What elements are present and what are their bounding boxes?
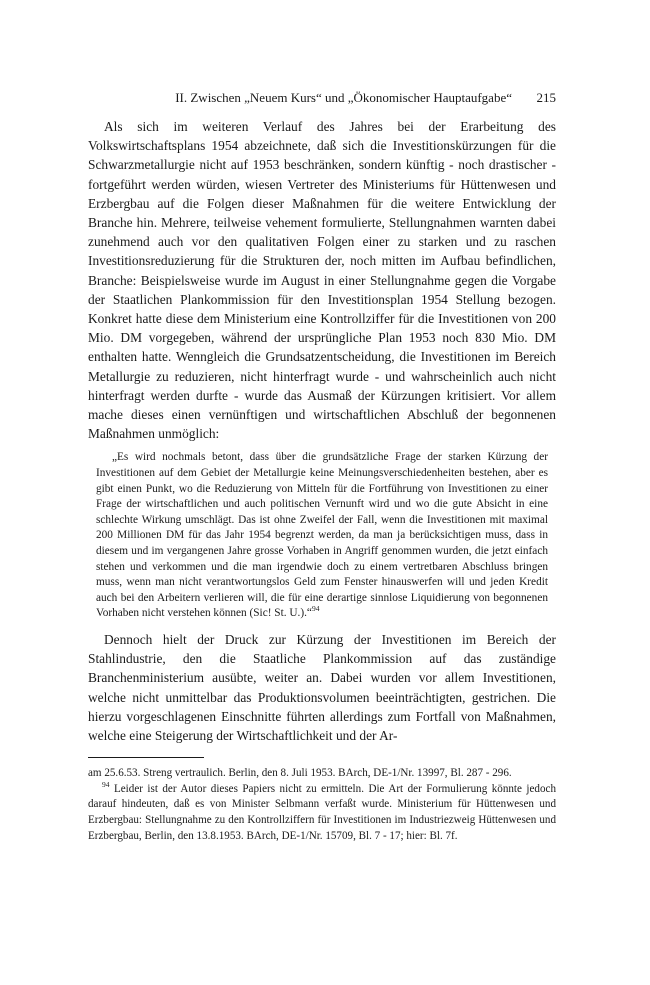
main-text bbox=[88, 117, 556, 745]
footnote-94-number: 94 bbox=[102, 779, 110, 789]
book-page bbox=[88, 88, 556, 844]
footnote-continuation: am 25.6.53. Streng vertraulich. Berlin, den 8. Juli 1953. BArch, DE-1/Nr. 13997, Bl. 287 - 296. bbox=[88, 767, 512, 780]
footnotes bbox=[88, 766, 556, 844]
page-number: 215 bbox=[536, 90, 556, 105]
block-quote-text bbox=[96, 450, 548, 622]
running-head bbox=[88, 88, 556, 108]
running-head-title: II. Zwischen „Neuem Kurs“ und „Ökonomischer Hauptaufgabe“ bbox=[175, 90, 512, 105]
footnote-94 bbox=[88, 779, 556, 844]
block-quote bbox=[96, 450, 548, 622]
paragraph-2: Dennoch hielt der Druck zur Kürzung der Investitionen im Bereich der Stahlindustrie, den die Staatliche Plankommission auf das zuständige Branchenministerium ausübte, weiter an. Dabei wurden vor allem Investitionen, welche nicht unmittelbar das Produktionsvolumen beeinträchtigten, gestrichen. Die hierzu vorgeschlagenen Einschnitte führten allerdings zum Fortfall von Maßnahmen, welche eine Steigerung der Wirtschaftlichkeit und der Ar- bbox=[88, 631, 556, 743]
footnote-ref-94: 94 bbox=[311, 604, 320, 614]
footnote-94-text: Leider ist der Autor dieses Papiers nicht zu ermitteln. Die Art der Formulierung könnte jedoch darauf hindeuten, daß es von Minister Selbmann verfaßt wurde. Ministerium für Hüttenwesen und Erzbergbau: Stellungnahme zu den Kontrollziffern für Investitionen im Industriezweig Hüttenwesen und Erzbergbau, Berlin, den 13.8.1953. BArch, DE-1/Nr. 15709, Bl. 7 - 17; hier: Bl. 7f. bbox=[88, 782, 556, 842]
block-quote-body: „Es wird nochmals betont, dass über die grundsätzliche Frage der starken Kürzung der Investitionen auf dem Gebiet der Metallurgie keine Meinungsverschiedenheiten bestehen, aber es gibt einen Punkt, wo die Reduzierung von Mitteln für die Fortführung von Investitionen zu einer Frage der wirtschaftlichen und auch politischen Vernunft wird und wo die gute Absicht in eine schlechte Wirkung umschlägt. Das ist ohne Zweifel der Fall, wenn die Investitionen mit maximal 200 Millionen DM für das Jahr 1954 begrenzt werden, da man ja berücksichtigen muss, dass in diesem und im vergangenen Jahre grosse Vorhaben in Angriff genommen wurden, die jetzt einfach stehen und verkommen und die man irgendwie doch zu einem vertretbaren Abschluss bringen muss, wenn man nicht verantwortungslos Geld zum Fenster hinauswerfen will und jeden Kredit auch bei den Arbeitern verlieren will, die für eine derartige sinnlose Liquidierung von begonnenen Vorhaben nicht verstehen können (Sic! St. U.).“ bbox=[96, 451, 548, 620]
footnote-divider bbox=[88, 757, 204, 758]
paragraph-1: Als sich im weiteren Verlauf des Jahres bei der Erarbeitung des Volkswirtschaftsplans 1954 abzeichnete, daß sich die Investitionskürzungen für die Schwarzmetallurgie nicht auf 1953 beschränken, sondern künftig - noch drastischer - fortgeführt werden würden, wiesen Vertreter des Ministeriums für Hüttenwesen und Erzbergbau auf die Folgen dieser Maßnahmen für die weitere Entwicklung der Branche hin. Mehrere, teilweise vehement formulierte, Stellungnahmen warnten dabei zunehmend auch vor den qualitativen Folgen einer zu starken und zu raschen Investitionsreduzierung für die Strukturen der, noch mitten im Aufbau befindlichen, Branche: Beispielsweise wurde im August in einer Stellungnahme gegen die Vorgabe der Staatlichen Plankommission für den Investitionsplan 1954 Stellung bezogen. Konkret hatte diese dem Ministerium eine Kontrollziffer für die Investitionen von 200 Mio. DM vorgegeben, während der ursprüngliche Plan 1953 noch 830 Mio. DM enthalten hatte. Wenngleich die Grundsatzentscheidung, die Investitionen im Bereich Metallurgie zu reduzieren, nicht hinterfragt wurde - und wahrscheinlich auch nicht hinterfragt werden durfte - wurde das Ausmaß der Kürzungen kritisiert. Vor allem mache dieses einen vernünftigen und wirtschaftlichen Abschluß der begonnenen Maßnahmen unmöglich: bbox=[88, 119, 556, 442]
